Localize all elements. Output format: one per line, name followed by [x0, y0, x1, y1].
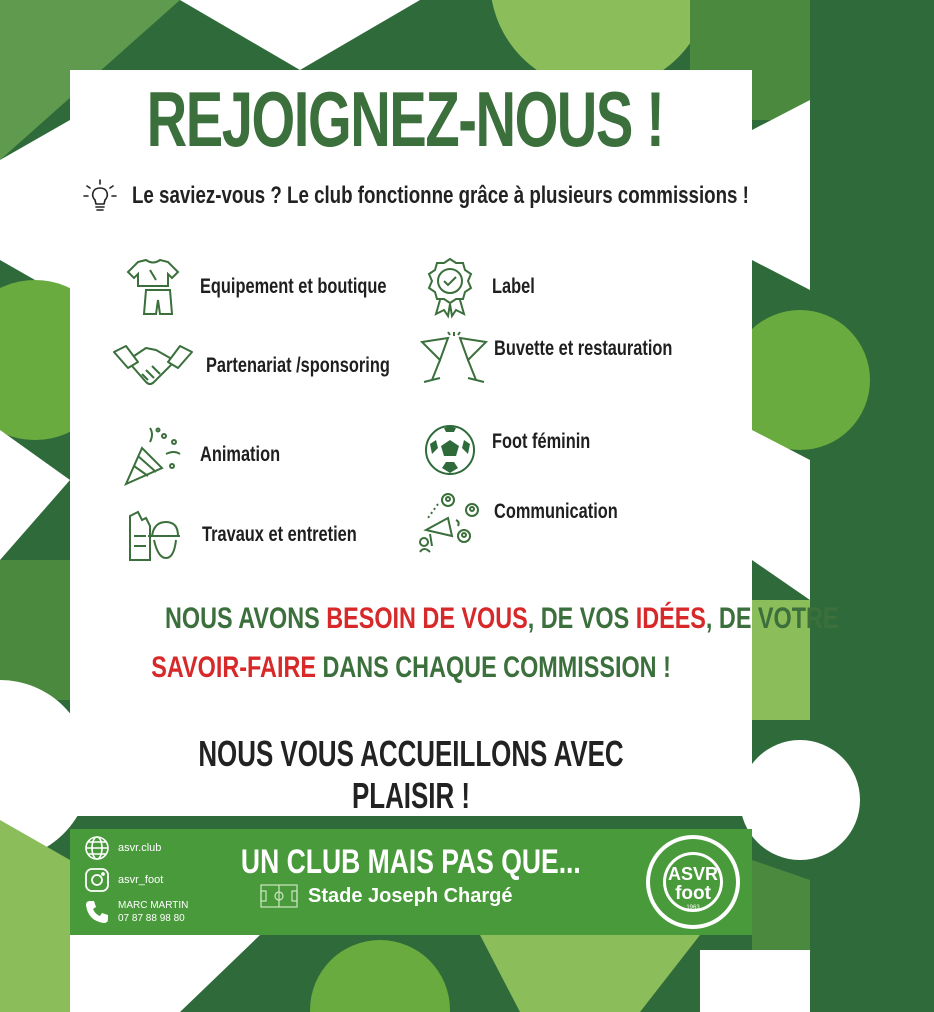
- did-you-know-text: Le saviez-vous ? Le club fonctionne grâce à plusieurs commissions !: [132, 182, 749, 209]
- contact-phone: 07 87 88 98 80: [118, 913, 185, 924]
- commission-animation: [122, 424, 303, 486]
- commission-label: Buvette et restauration: [494, 337, 673, 360]
- need-highlight: BESOIN DE VOUS: [326, 602, 528, 635]
- need-text: DANS CHAQUE COMMISSION !: [315, 651, 671, 684]
- soccer-ball-icon: [424, 424, 476, 476]
- headline: REJOIGNEZ-NOUS !: [146, 75, 664, 163]
- commission-label: Foot féminin: [492, 430, 591, 453]
- commission-label: Partenariat /sponsoring: [206, 354, 390, 377]
- did-you-know: [82, 176, 923, 216]
- logo-year: 1963: [686, 905, 700, 911]
- logo-line1: ASVR: [667, 864, 719, 884]
- contact-name: MARC MARTIN: [118, 900, 189, 911]
- need-text: , DE VOS: [527, 602, 636, 635]
- party-popper-icon: [122, 424, 184, 486]
- stadium-text: Stade Joseph Chargé: [308, 884, 513, 907]
- commission-label: Communication: [494, 500, 618, 523]
- need-line-2: [70, 651, 752, 685]
- asvr-logo: [644, 833, 742, 931]
- need-text: , DE VOTRE: [705, 602, 839, 635]
- commission-label: Label: [492, 275, 535, 298]
- cheers-glasses-icon: [418, 330, 490, 388]
- commission-communication: [418, 490, 653, 552]
- instagram-text: asvr_foot: [118, 873, 164, 886]
- commission-buvette: [418, 330, 723, 388]
- commission-foot-feminin: [424, 424, 618, 476]
- lightbulb-icon: [82, 178, 118, 214]
- commission-label: Equipement et boutique: [200, 275, 387, 298]
- phone-contact[interactable]: [84, 899, 188, 925]
- need-line-1: [70, 602, 839, 636]
- need-highlight: IDÉES: [635, 602, 706, 635]
- website-text: asvr.club: [118, 841, 162, 854]
- logo-line2: foot: [675, 883, 711, 904]
- need-text: NOUS AVONS: [164, 602, 327, 635]
- tools-helmet-icon: [124, 506, 182, 564]
- commission-partenariat: [112, 338, 442, 394]
- welcome-label: NOUS VOUS ACCUEILLONS AVEC PLAISIR !: [198, 733, 624, 816]
- commission-travaux: [124, 506, 400, 564]
- phone-icon: [84, 899, 110, 925]
- commission-label-item: [424, 256, 547, 318]
- slogan-text: UN CLUB MAIS PAS QUE...: [241, 843, 581, 881]
- handshake-icon: [112, 338, 194, 394]
- welcome-text: [70, 733, 752, 817]
- jersey-shorts-icon: [122, 256, 184, 318]
- need-highlight: SAVOIR-FAIRE: [151, 651, 316, 684]
- megaphone-people-icon: [418, 490, 484, 552]
- commission-equipement: [122, 256, 439, 318]
- stadium: [260, 884, 513, 908]
- commission-label: Animation: [200, 443, 281, 466]
- football-pitch-icon: [260, 884, 298, 908]
- award-badge-icon: [424, 256, 476, 318]
- footer-bar: [70, 829, 752, 935]
- commission-label: Travaux et entretien: [202, 523, 357, 546]
